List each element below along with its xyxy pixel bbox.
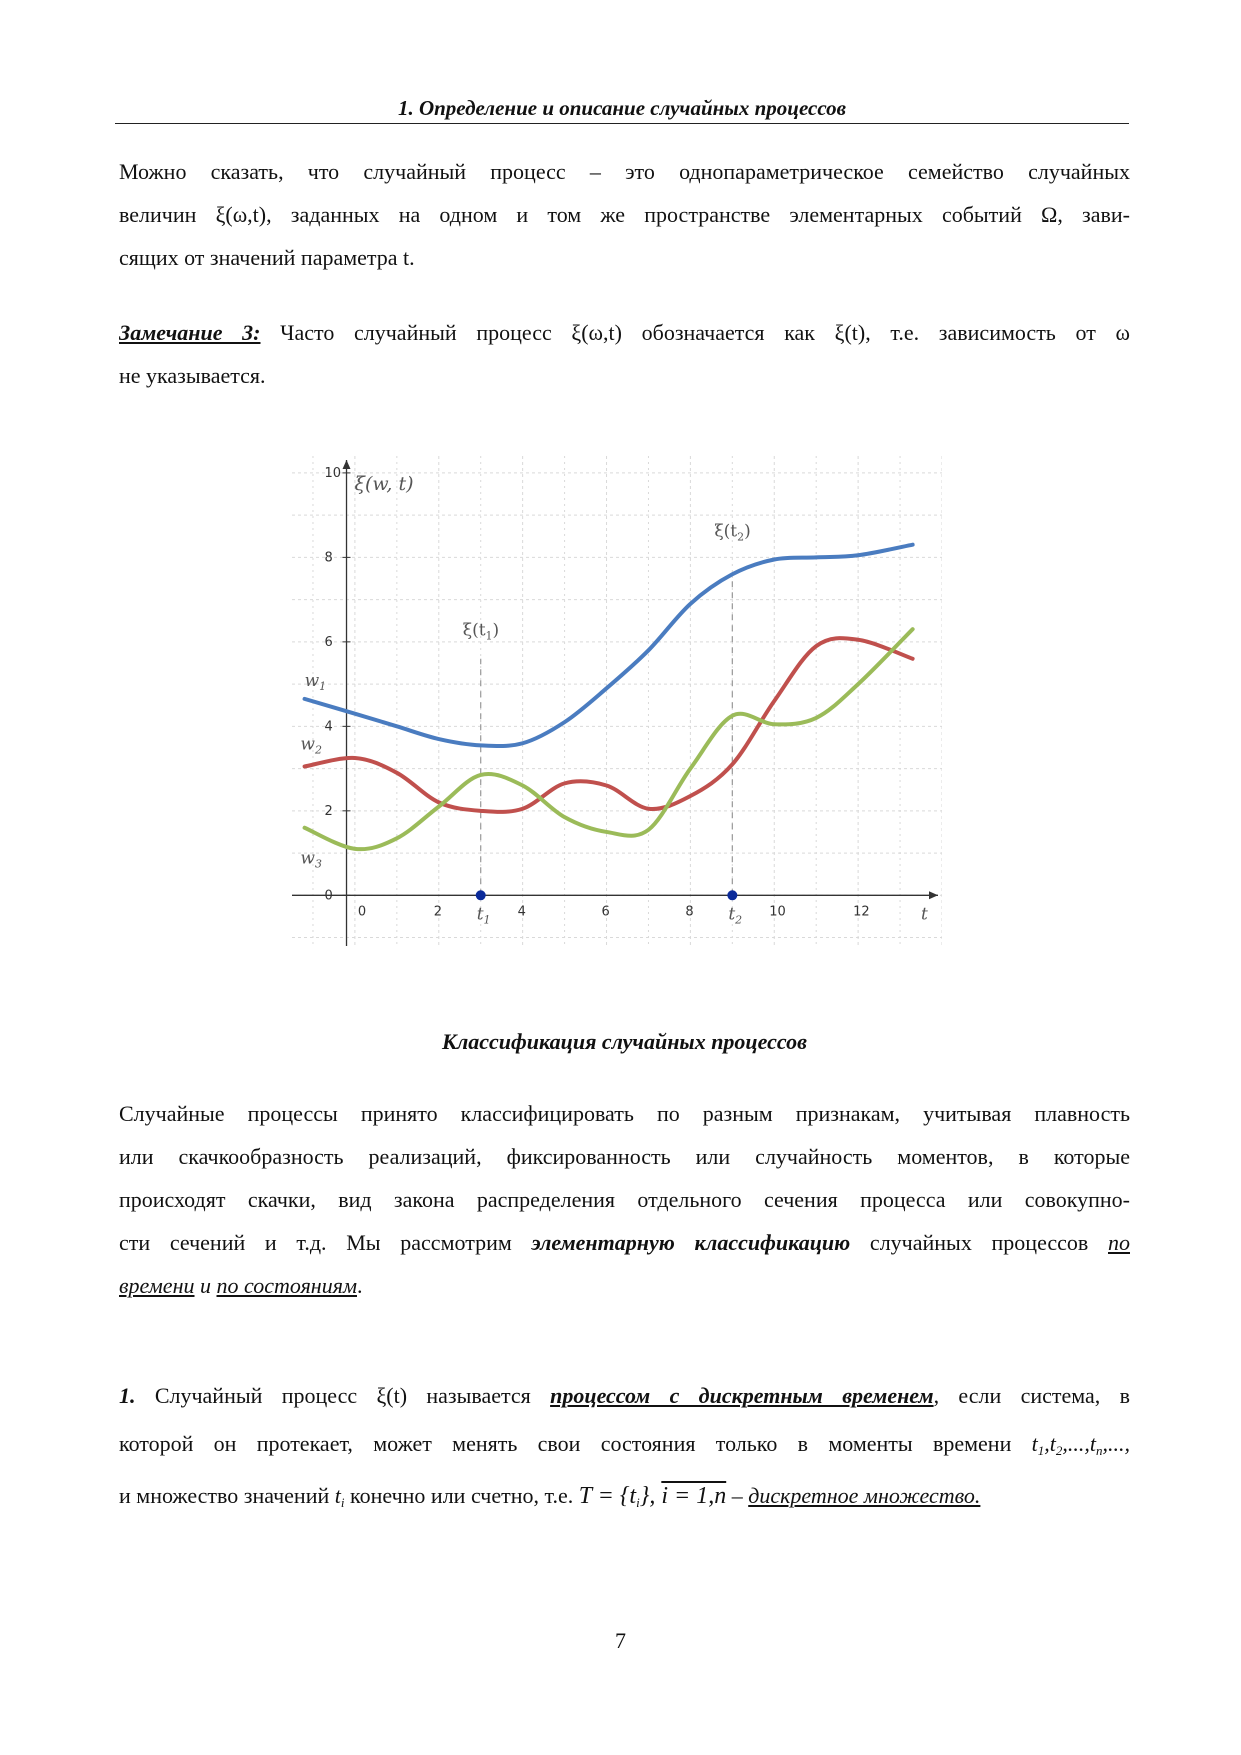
- class-line-5-and: и: [194, 1273, 217, 1298]
- class-line-2: или скачкообразность реализаций, фиксированность или случайность моментов, в которые: [119, 1144, 1130, 1169]
- chart-grid: [292, 456, 942, 946]
- x-tick-label: 0: [357, 904, 367, 920]
- x-tick-label: 2: [433, 904, 443, 920]
- class-line-5: [119, 1264, 1130, 1307]
- x-tick-label: 12: [853, 904, 870, 920]
- by-time-link-part: по: [1108, 1230, 1130, 1255]
- t-symbol: t: [1031, 1431, 1038, 1456]
- section-label: $\xi(t_2)$: [714, 521, 751, 544]
- item-number: 1.: [119, 1383, 136, 1408]
- by-states-term: по состояниям: [216, 1273, 357, 1298]
- ti-symbol: t: [334, 1483, 341, 1508]
- section-point: [727, 890, 737, 900]
- section-point: [476, 890, 486, 900]
- class-line-3: происходят скачки, вид закона распределения отдельного сечения процесса или совокупно-: [119, 1187, 1130, 1212]
- index-range: i = 1,n: [661, 1483, 727, 1509]
- intro-line-3: сящих от значений параметра t.: [119, 245, 415, 270]
- remark-text: Часто случайный процесс ξ(ω,t) обозначается как ξ(t), т.е. зависимость от ω: [260, 320, 1130, 345]
- running-header: 1. Определение и описание случайных процессов: [397, 96, 847, 120]
- t2-symbol: ,t: [1044, 1431, 1056, 1456]
- item1-line3-text: и множество значений: [119, 1483, 335, 1508]
- class-line-5-dot: .: [357, 1273, 363, 1298]
- y-tick-label: 8: [324, 550, 333, 566]
- t-sub-n: n: [1096, 1443, 1103, 1458]
- series-label-w1: $w_1$: [304, 671, 327, 694]
- paragraph-remark: [119, 311, 1130, 397]
- series-label-w2: $w_2$: [300, 734, 322, 757]
- y-tick-label: 6: [324, 634, 333, 650]
- x-tick-label: 10: [769, 904, 786, 920]
- discrete-set-term: дискретное множество.: [748, 1483, 981, 1508]
- discrete-time-process-term: процессом с дискретным временем: [550, 1383, 934, 1408]
- section-point-label: $t_2$: [728, 904, 743, 927]
- ti-sub: i: [340, 1495, 345, 1510]
- class-line-4: [119, 1221, 1130, 1264]
- tn-symbol: ,...,t: [1062, 1431, 1096, 1456]
- item1-line3-text-b: конечно или счетно, т.е.: [344, 1483, 579, 1508]
- x-tick-label: 4: [517, 904, 526, 920]
- y-axis-label: ξ(w, t): [354, 472, 414, 495]
- random-process-chart: [292, 456, 942, 946]
- t-sub-2: 2: [1055, 1443, 1063, 1458]
- series-line-w3: [305, 629, 913, 849]
- item1-line-3: [119, 1468, 1130, 1524]
- x-axis-label: t: [921, 904, 928, 925]
- t-sub-1: 1: [1037, 1443, 1045, 1458]
- y-tick-label: 10: [324, 465, 342, 481]
- item1-text-c: , если система, в: [933, 1383, 1130, 1408]
- set-T-sub: i: [636, 1495, 640, 1510]
- paragraph-item-1: [119, 1372, 1130, 1524]
- y-axis-arrow: [343, 460, 351, 469]
- class-line-4-text-2: случайных процессов: [850, 1230, 1108, 1255]
- y-tick-label: 4: [324, 719, 333, 735]
- paragraph-intro: [119, 150, 1130, 279]
- header-rule: [115, 123, 1129, 124]
- elementary-classification-term: элементарную классификацию: [531, 1230, 851, 1255]
- section-label: $\xi(t_1)$: [462, 620, 500, 643]
- y-tick-label: 2: [324, 803, 333, 819]
- ellipsis-tail: ,...,: [1102, 1431, 1130, 1456]
- x-tick-label: 8: [685, 904, 694, 920]
- set-T-formula: T = {t: [578, 1483, 637, 1509]
- remark-line-2: не указывается.: [119, 363, 266, 388]
- x-axis-arrow: [929, 891, 938, 899]
- class-line-1: Случайные процессы принято классифицировать по разным признакам, учитывая плавность: [119, 1101, 1130, 1126]
- x-tick-label: 6: [601, 904, 610, 920]
- set-T-close: },: [639, 1483, 662, 1509]
- dash: –: [726, 1483, 749, 1508]
- item1-line2-text: которой он протекает, может менять свои состояния только в моменты времени: [119, 1431, 1032, 1456]
- series-label-w3: $w_3$: [300, 848, 322, 871]
- y-tick-label: 0: [324, 888, 333, 904]
- class-line-4-text: сти сечений и т.д. Мы рассмотрим: [119, 1230, 532, 1255]
- intro-line-1: Можно сказать, что случайный процесс – это однопараметрическое семейство случайных: [119, 159, 1130, 184]
- section-point-label: $t_1$: [476, 904, 491, 927]
- section-title: Классификация случайных процессов: [442, 1029, 807, 1054]
- remark-label: Замечание 3:: [119, 320, 261, 345]
- paragraph-classification: [119, 1092, 1130, 1307]
- intro-line-2: величин ξ(ω,t), заданных на одном и том же пространстве элементарных событий Ω, зави-: [119, 202, 1130, 227]
- page-number: 7: [615, 1628, 626, 1653]
- item1-line-1: [119, 1372, 1130, 1420]
- item1-text-a: Случайный процесс ξ(t) называется: [135, 1383, 551, 1408]
- remark-line-1: [119, 311, 1130, 354]
- by-time-link-part-2: времени: [119, 1273, 195, 1298]
- item1-line-2: [119, 1420, 1130, 1468]
